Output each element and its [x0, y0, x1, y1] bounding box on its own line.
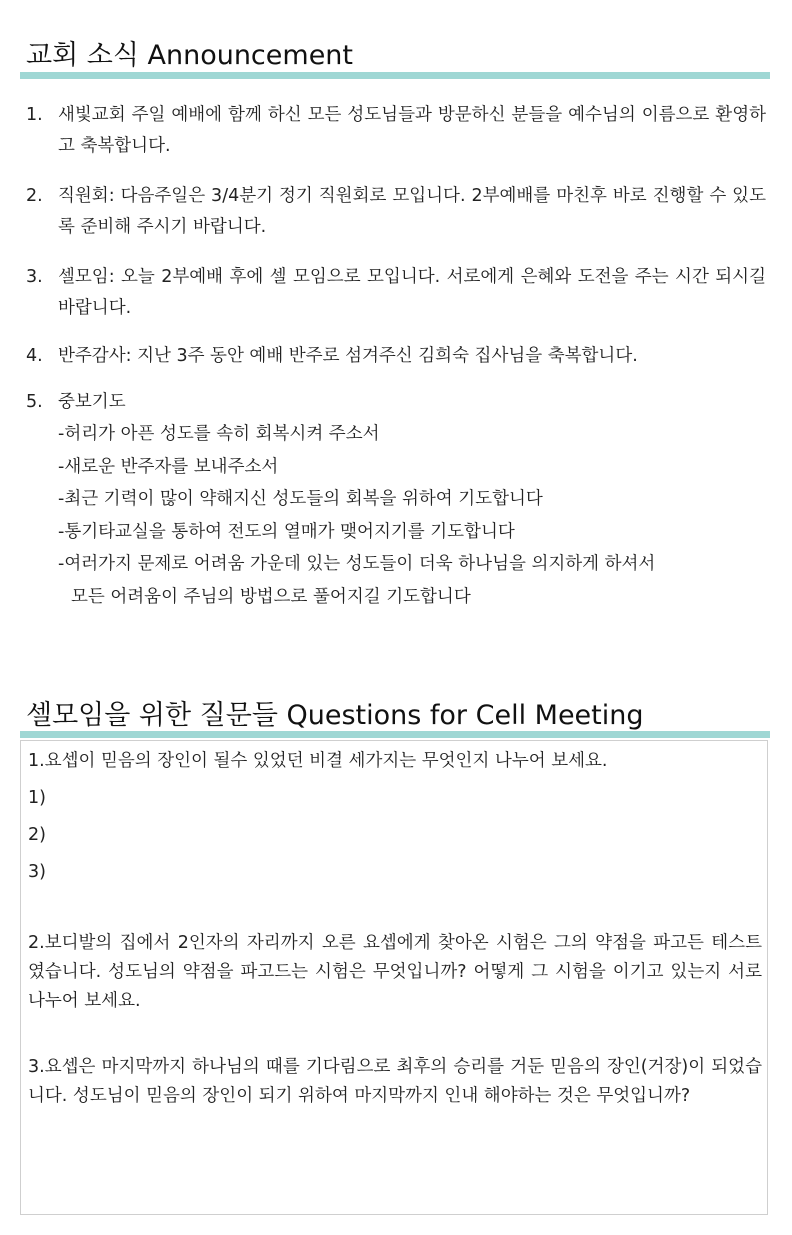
prayer-request: -최근 기력이 많이 약해지신 성도들의 회복을 위하여 기도합니다	[58, 489, 543, 509]
announcement-item	[26, 341, 766, 387]
announcement-item	[26, 181, 766, 262]
item-number: 4.	[26, 346, 43, 366]
answer-slot-3: 3)	[28, 862, 46, 882]
announcement-item-prayer	[26, 387, 766, 613]
section-divider	[20, 72, 770, 79]
item-number: 1.	[26, 105, 43, 125]
item-number: 3.	[26, 267, 43, 287]
item-text: 셀모임: 오늘 2부예배 후에 셀 모임으로 모입니다. 서로에게 은혜와 도전을 주는 시간 되시길 바랍니다.	[58, 267, 766, 318]
announcement-item	[26, 100, 766, 181]
item-number: 5.	[26, 392, 43, 412]
item-text: 중보기도	[58, 392, 126, 412]
prayer-request-continued: 모든 어려움이 주님의 방법으로 풀어지길 기도합니다	[71, 586, 471, 607]
announcement-title: 교회 소식 Announcement	[26, 40, 353, 71]
item-text: 새빛교회 주일 예배에 함께 하신 모든 성도님들과 방문하신 분들을 예수님의 이름으로 환영하고 축복합니다.	[58, 105, 766, 156]
announcement-item	[26, 262, 766, 341]
question-2: 2.보디발의 집에서 2인자의 자리까지 오른 요셉에게 찾아온 시험은 그의 약점을 파고든 테스트 였습니다. 성도님의 약점을 파고드는 시험은 무엇입니까? 어떻게 그 시험을 이기고 있는지 서로 나누어 보세요.	[28, 933, 762, 1011]
prayer-request: -여러가지 문제로 어려움 가운데 있는 성도들이 더욱 하나님을 의지하게 하셔서	[58, 554, 656, 574]
prayer-request: -통기타교실을 통하여 전도의 열매가 맺어지기를 기도합니다	[58, 521, 515, 542]
answer-slot-2: 2)	[28, 825, 46, 845]
prayer-request: -허리가 아픈 성도를 속히 회복시켜 주소서	[58, 424, 380, 444]
item-number: 2.	[26, 186, 43, 206]
prayer-request: -새로운 반주자를 보내주소서	[58, 456, 279, 477]
section-divider	[20, 731, 770, 738]
announcement-list	[26, 100, 766, 613]
answer-slot-1: 1)	[28, 788, 46, 808]
questions-box	[20, 740, 768, 1215]
question-1: 1.요셉이 믿음의 장인이 될수 있었던 비결 세가지는 무엇인지 나누어 보세요.	[28, 751, 608, 771]
question-3: 3.요셉은 마지막까지 하나님의 때를 기다림으로 최후의 승리를 거둔 믿음의 장인(거장)이 되었습니다. 성도님이 믿음의 장인이 되기 위하여 마지막까지 인내 해야하는 것은 무엇입니까?	[28, 1057, 762, 1106]
item-text: 반주감사: 지난 3주 동안 예배 반주로 섬겨주신 김희숙 집사님을 축복합니다.	[58, 346, 638, 366]
cell-meeting-title: 셀모임을 위한 질문들 Questions for Cell Meeting	[26, 700, 644, 731]
item-text: 직원회: 다음주일은 3/4분기 정기 직원회로 모입니다. 2부예배를 마친후 바로 진행할 수 있도록 준비해 주시기 바랍니다.	[58, 186, 766, 237]
